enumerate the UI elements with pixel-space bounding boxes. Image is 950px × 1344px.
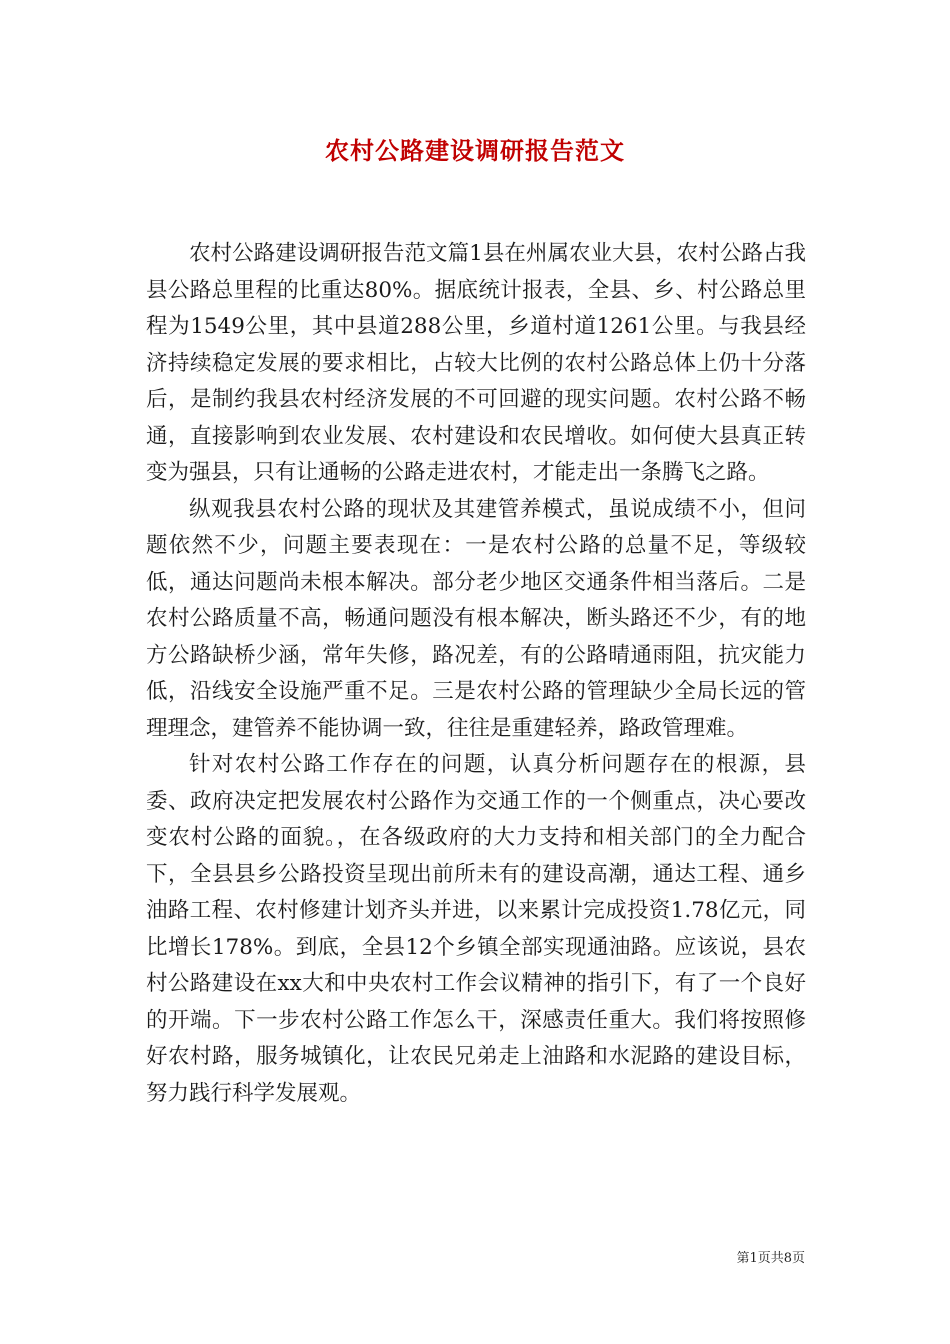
page-number: 第1页共8页	[736, 1251, 805, 1266]
paragraph-1: 农村公路建设调研报告范文篇1县在州属农业大县，农村公路占我县公路总里程的比重达80%。据底统计报表，全县、乡、村公路总里程为1549公里，其中县道288公里，乡道村道1261公里。与我县经济持续稳定发展的要求相比，占较大比例的农村公路总体上仍十分落后，是制约我县农村经济发展的不可回避的现实问题。农村公路不畅通，直接影响到农业发展、农村建设和农民增收。如何使大县真正转变为强县，只有让通畅的公路走进农村，才能走出一条腾飞之路。	[146, 241, 806, 485]
paragraph-2: 纵观我县农村公路的现状及其建管养模式，虽说成绩不小，但问题依然不少，问题主要表现在：一是农村公路的总量不足，等级较低，通达问题尚未根本解决。部分老少地区交通条件相当落后。二是农村公路质量不高，畅通问题没有根本解决，断头路还不少，有的地方公路缺桥少涵，常年失修，路况差，有的公路晴通雨阻，抗灾能力低，沿线安全设施严重不足。三是农村公路的管理缺少全局长远的管理理念，建管养不能协调一致，往往是重建轻养，路政管理难。	[146, 496, 806, 741]
paragraph-3: 针对农村公路工作存在的问题，认真分析问题存在的根源，县委、政府决定把发展农村公路作为交通工作的一个侧重点，决心要改变农村公路的面貌。，在各级政府的大力支持和相关部门的全力配合下，全县县乡公路投资呈现出前所未有的建设高潮，通达工程、通乡油路工程、农村修建计划齐头并进，以来累计完成投资1.78亿元，同比增长178%。到底，全县12个乡镇全部实现通油路。应该说，县农村公路建设在xx大和中央农村工作会议精神的指引下，有了一个良好的开端。下一步农村公路工作怎么干，深感责任重大。我们将按照修好农村路，服务城镇化，让农民兄弟走上油路和水泥路的建设目标，努力践行科学发展观。	[146, 752, 806, 1106]
document-body	[146, 236, 806, 1112]
document-title: 农村公路建设调研报告范文	[325, 136, 625, 165]
